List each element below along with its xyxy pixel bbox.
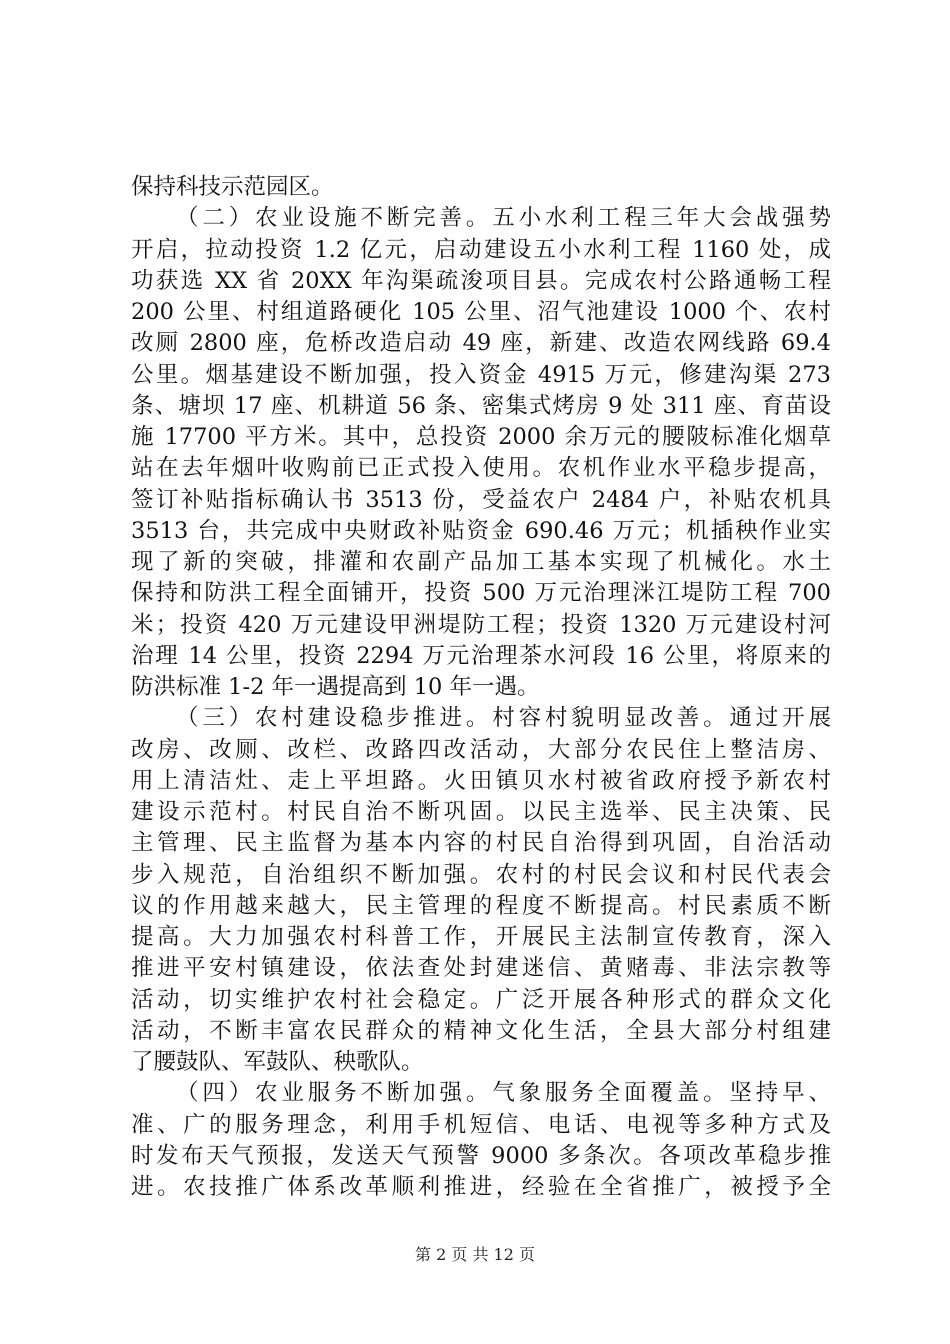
text-line: 了腰鼓队、军鼓队、秧歌队。 [131, 1049, 424, 1075]
text-line: 改厕 2800 座，危桥改造启动 49 座，新建、改造农网线路 69.4 [131, 330, 831, 357]
text-line: 步入规范，自治组织不断加强。农村的村民会议和村民代表会 [131, 861, 831, 888]
text-line: 提高。大力加强农村科普工作，开展民主法制宣传教育，深入 [131, 924, 831, 950]
text-line: 建设示范村。村民自治不断巩固。以民主选举、民主决策、民 [131, 799, 831, 825]
text-line: 保持和防洪工程全面铺开，投资 500 万元治理洣江堤防工程 700 [131, 580, 831, 607]
text-line: 时发布天气预报，发送天气预警 9000 多条次。各项改革稳步推 [131, 1142, 831, 1169]
text-line: 施 17700 平方米。其中，总投资 2000 余万元的腰陂标准化烟草 [131, 424, 831, 450]
text-line: 进。农技推广体系改革顺利推进，经验在全省推广，被授予全 [131, 1174, 831, 1200]
text-line: （三）农村建设稳步推进。村容村貌明显改善。通过开展 [176, 705, 831, 732]
text-line: 用上清洁灶、走上平坦路。火田镇贝水村被省政府授予新农村 [131, 767, 831, 794]
text-line: （二）农业设施不断完善。五小水利工程三年大会战强势 [176, 205, 831, 232]
text-line: 站在去年烟叶收购前已正式投入使用。农机作业水平稳步提高， [131, 455, 831, 482]
text-line: 议的作用越来越大，民主管理的程度不断提高。村民素质不断 [131, 892, 831, 919]
text-line: 现了新的突破，排灌和农副产品加工基本实现了机械化。水土 [131, 549, 831, 575]
text-line: 条、塘坝 17 座、机耕道 56 条、密集式烤房 9 处 311 座、育苗设 [131, 392, 831, 419]
text-line: 推进平安村镇建设，依法查处封建迷信、黄赌毒、非法宗教等 [131, 955, 831, 982]
text-line: 主管理、民主监督为基本内容的村民自治得到巩固，自治活动 [131, 830, 831, 857]
text-line: 公里。烟基建设不断加强，投入资金 4915 万元，修建沟渠 273 [131, 361, 831, 388]
text-line: 防洪标准 1-2 年一遇提高到 10 年一遇。 [131, 674, 540, 700]
text-line: 活动，切实维护农村社会稳定。广泛开展各种形式的群众文化 [131, 986, 831, 1013]
text-line: 治理 14 公里，投资 2294 万元治理茶水河段 16 公里，将原来的 [131, 642, 831, 669]
text-line: 米；投资 420 万元建设甲洲堤防工程；投资 1320 万元建设村河 [131, 611, 831, 638]
text-line: 活动，不断丰富农民群众的精神文化生活，全县大部分村组建 [131, 1017, 831, 1044]
text-line: 开启，拉动投资 1.2 亿元，启动建设五小水利工程 1160 处，成 [131, 236, 831, 263]
text-line: 200 公里、村组道路硬化 105 公里、沼气池建设 1000 个、农村 [131, 299, 831, 325]
text-line: 保持科技示范园区。 [131, 174, 334, 200]
text-line: 签订补贴指标确认书 3513 份，受益农户 2484 户，补贴农机具 [131, 486, 831, 513]
text-line: 准、广的服务理念，利用手机短信、电话、电视等多种方式及 [131, 1111, 831, 1138]
page-footer: 第 2 页 共 12 页 [415, 1245, 535, 1264]
text-line: 3513 台，共完成中央财政补贴资金 690.46 万元；机插秧作业实 [131, 517, 831, 544]
text-line: （四）农业服务不断加强。气象服务全面覆盖。坚持早、 [176, 1080, 831, 1107]
text-line: 改房、改厕、改栏、改路四改活动，大部分农民住上整洁房、 [131, 736, 831, 763]
text-line: 功获选 XX 省 20XX 年沟渠疏浚项目县。完成农村公路通畅工程 [131, 267, 831, 294]
document-body [131, 172, 831, 1203]
